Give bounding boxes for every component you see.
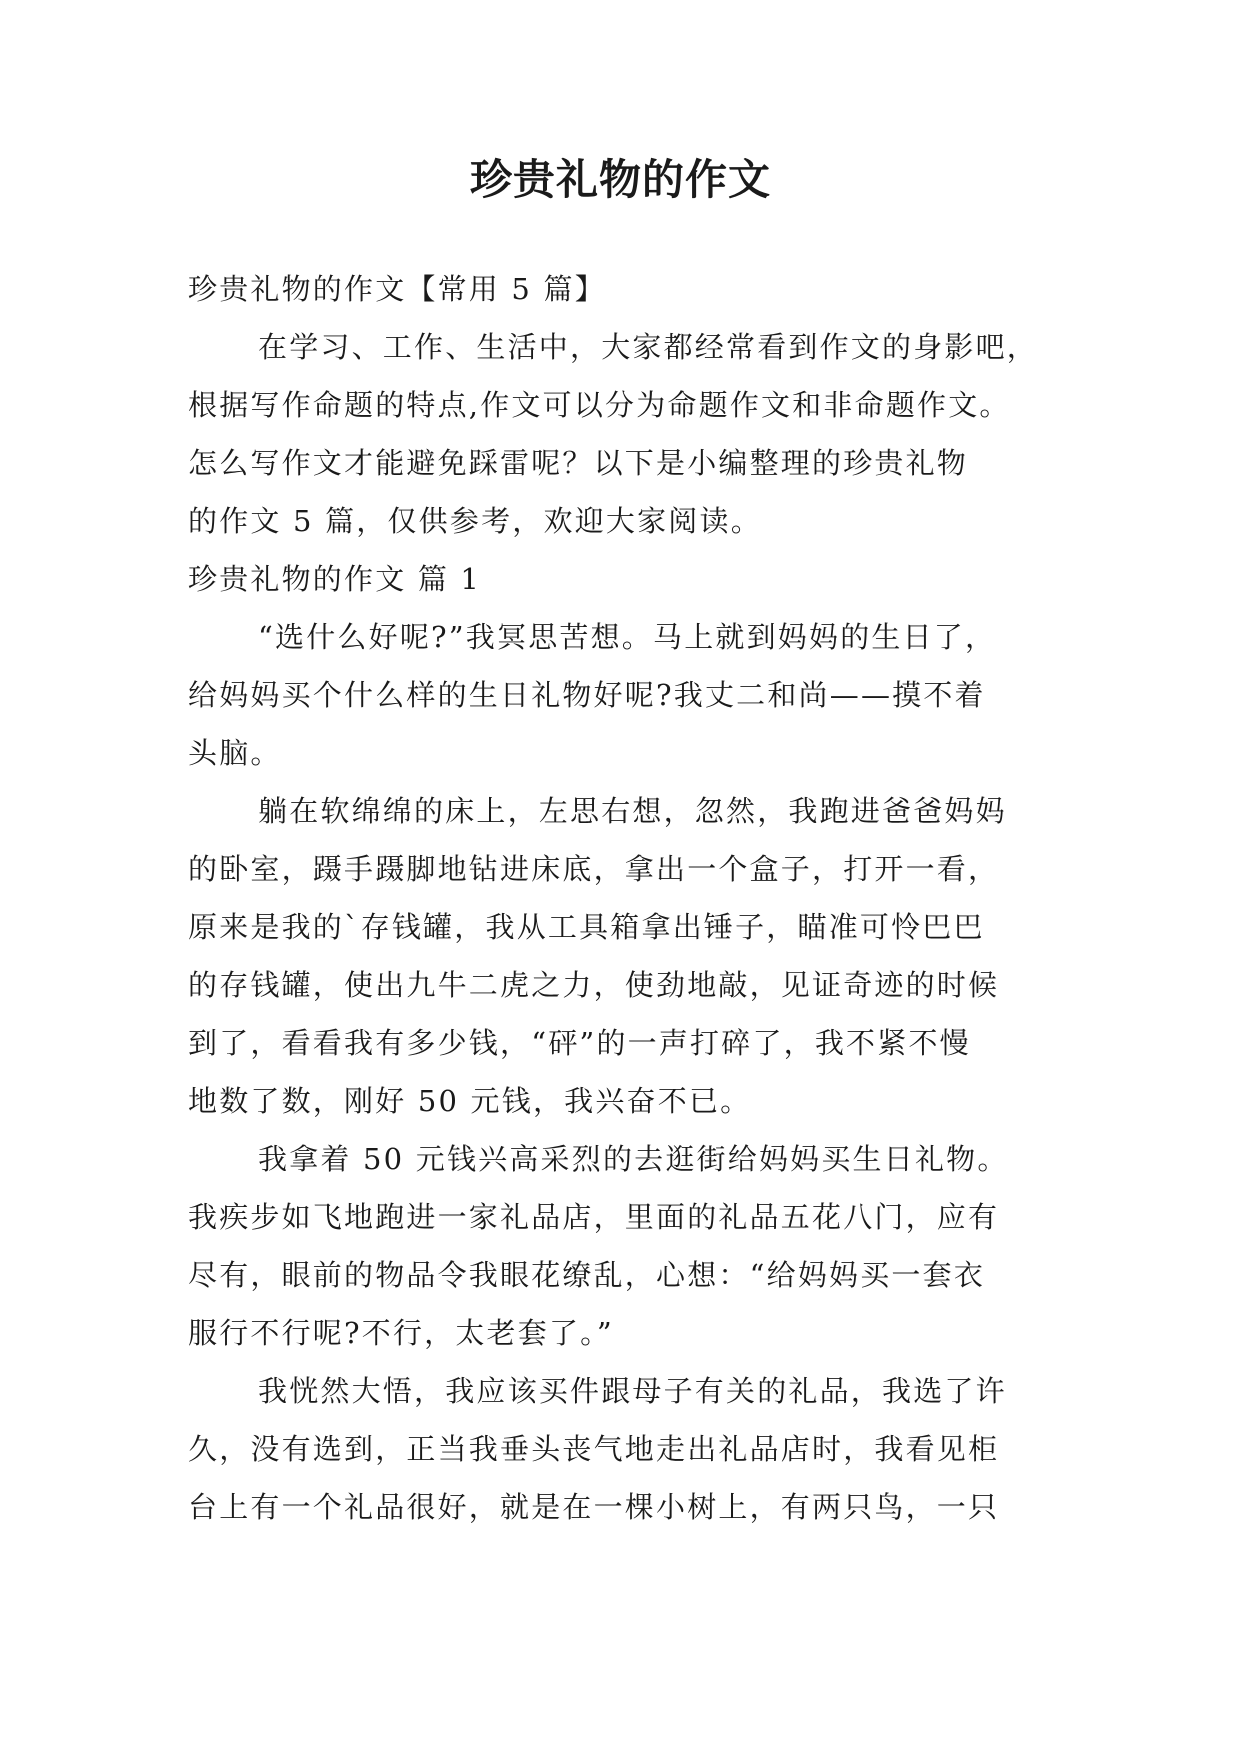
body-line: 珍贵礼物的作文【常用 5 篇】: [188, 272, 606, 306]
body-line: 尽有，眼前的物品令我眼花缭乱，心想：“给妈妈买一套衣: [188, 1258, 986, 1292]
body-line: 我疾步如飞地跑进一家礼品店，里面的礼品五花八门，应有: [188, 1200, 1000, 1234]
body-line: 给妈妈买个什么样的生日礼物好呢?我丈二和尚——摸不着: [188, 678, 986, 712]
body-line: 台上有一个礼品很好，就是在一棵小树上，有两只鸟，一只: [188, 1490, 1000, 1524]
body-line: 我恍然大悟，我应该买件跟母子有关的礼品，我选了许: [258, 1374, 1007, 1408]
body-line: 的卧室，蹑手蹑脚地钻进床底，拿出一个盒子，打开一看，: [188, 852, 1000, 886]
body-line: 到了，看看我有多少钱，“砰”的一声打碎了，我不紧不慢: [188, 1026, 971, 1060]
document-body: [188, 260, 1068, 1536]
body-line: 头脑。: [188, 736, 282, 770]
body-line: 怎么写作文才能避免踩雷呢？以下是小编整理的珍贵礼物: [188, 446, 969, 480]
body-line: 我拿着 50 元钱兴高采烈的去逛街给妈妈买生日礼物。: [258, 1142, 1009, 1176]
body-line: 躺在软绵绵的床上，左思右想，忽然，我跑进爸爸妈妈: [258, 794, 1007, 828]
body-line: 原来是我的`存钱罐，我从工具箱拿出锤子，瞄准可怜巴巴: [188, 910, 985, 944]
body-line: 的存钱罐，使出九牛二虎之力，使劲地敲，见证奇迹的时候: [188, 968, 1000, 1002]
body-line: 久，没有选到，正当我垂头丧气地走出礼品店时，我看见柜: [188, 1432, 1000, 1466]
document-title: 珍贵礼物的作文: [469, 155, 771, 204]
body-line: 根据写作命题的特点,作文可以分为命题作文和非命题作文。: [188, 388, 1011, 422]
body-line: 的作文 5 篇，仅供参考，欢迎大家阅读。: [188, 504, 762, 538]
body-line: “选什么好呢?”我冥思苦想。马上就到妈妈的生日了，: [258, 620, 997, 654]
body-line: 在学习、工作、生活中，大家都经常看到作文的身影吧，: [258, 330, 1039, 364]
body-line: 地数了数，刚好 50 元钱，我兴奋不已。: [188, 1084, 752, 1118]
body-line: 服行不行呢?不行，太老套了。”: [188, 1316, 614, 1350]
body-line: 珍贵礼物的作文 篇 1: [188, 562, 482, 596]
